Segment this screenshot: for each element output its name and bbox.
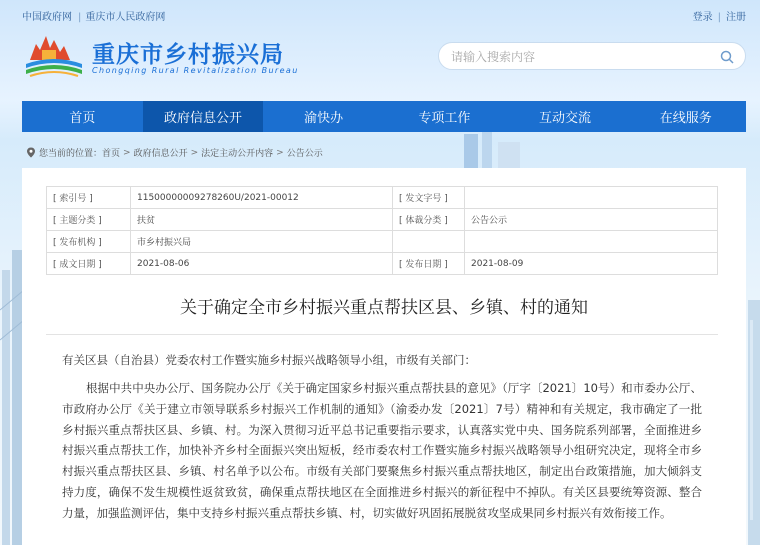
document-body: 根据中共中央办公厅、国务院办公厅《关于确定国家乡村振兴重点帮扶县的意见》（厅字〔2021〕10号）和市委办公厅、市政府办公厅《关于建立市领导联系乡村振兴工作机制的通知》（渝委办发〔2021〕7号）精神和有关规定，我市确定了一批乡村振兴重点帮扶区县、乡镇、村。为深入贯彻习近平总书记重要指示要求，认真落实党中央、国务院系列部署，全面推进乡村振兴重点帮扶工作，加快补齐乡村全面振兴突出短板，经市委农村工作暨实施乡村振兴战略领导小组研究决定，现将全市乡村振兴重点帮扶区县、乡镇、村名单予以公布。市级有关部门要聚焦乡村振兴重点帮扶地区，制定出台政策措施，加大倾斜支持力度，确保不发生规模性返贫致贫，确保重点帮扶地区在全面推进乡村振兴的新征程中不掉队。有关区县要统筹资源、整合力量，加强监测评估，集中支持乡村振兴重点帮扶乡镇、村，切实做好巩固拓展脱贫攻坚成果同乡村振兴有效衔接工作。	[62, 381, 702, 520]
user-links	[693, 8, 746, 23]
meta-value: 公告公示	[465, 209, 718, 231]
table-row	[47, 231, 718, 253]
meta-value: 市乡村振兴局	[131, 231, 393, 253]
meta-key	[393, 231, 465, 253]
document-metadata-table	[46, 186, 718, 275]
location-pin-icon	[26, 147, 36, 158]
external-links	[22, 8, 167, 23]
breadcrumb-item[interactable]: 法定主动公开内容	[201, 149, 274, 159]
table-row	[47, 187, 718, 209]
title-divider	[46, 334, 718, 335]
link-gov-cn[interactable]: 中国政府网	[22, 12, 72, 23]
site-subtitle: Chongqing Rural Revitalization Bureau	[92, 66, 299, 75]
document-salutation: 有关区县（自治县）党委农村工作暨实施乡村振兴战略领导小组，市级有关部门：	[62, 353, 476, 367]
table-row	[47, 253, 718, 275]
divider: |	[717, 12, 721, 23]
nav-interaction[interactable]: 互动交流	[539, 111, 592, 126]
breadcrumb-separator: >	[190, 147, 199, 158]
skyline-decoration-right	[746, 300, 760, 545]
breadcrumb-separator: >	[123, 147, 131, 158]
meta-key: [ 成文日期 ]	[47, 253, 131, 275]
search-box	[438, 42, 746, 70]
link-cq-gov[interactable]: 重庆市人民政府网	[85, 12, 166, 23]
tower-decoration	[458, 132, 528, 168]
nav-home[interactable]: 首页	[69, 111, 96, 126]
table-row	[47, 209, 718, 231]
meta-value: 扶贫	[131, 209, 393, 231]
meta-key: [ 主题分类 ]	[47, 209, 131, 231]
breadcrumb-item[interactable]: 政府信息公开	[133, 149, 188, 159]
meta-key: [ 体裁分类 ]	[393, 209, 465, 231]
meta-key: [ 发布日期 ]	[393, 253, 465, 275]
nav-special-work[interactable]: 专项工作	[418, 111, 471, 126]
search-input[interactable]	[451, 48, 711, 66]
meta-value	[465, 231, 718, 253]
meta-value: 2021-08-09	[465, 253, 718, 275]
breadcrumb-item[interactable]: 首页	[102, 149, 121, 159]
nav-yukuaiban[interactable]: 渝快办	[304, 111, 344, 126]
breadcrumb-item[interactable]: 公告公示	[286, 149, 323, 159]
login-link[interactable]: 登录	[692, 12, 713, 23]
meta-key: [ 发布机构 ]	[47, 231, 131, 253]
divider: |	[78, 12, 82, 23]
meta-key: [ 索引号 ]	[47, 187, 131, 209]
nav-online-service[interactable]: 在线服务	[659, 111, 712, 126]
meta-value	[465, 187, 718, 209]
nav-gov-info[interactable]: 政府信息公开	[143, 101, 264, 132]
main-nav	[22, 101, 746, 132]
skyline-decoration-left	[0, 250, 24, 545]
breadcrumb	[26, 146, 323, 159]
meta-value: 2021-08-06	[131, 253, 393, 275]
site-title[interactable]: 重庆市乡村振兴局	[92, 42, 284, 68]
breadcrumb-prefix: 您当前的位置：	[39, 149, 103, 159]
logo-emblem[interactable]	[24, 30, 86, 80]
breadcrumb-separator: >	[276, 147, 284, 158]
meta-key: [ 发文字号 ]	[393, 187, 465, 209]
search-icon[interactable]	[719, 49, 735, 65]
document-title: 关于确定全市乡村振兴重点帮扶区县、乡镇、村的通知	[180, 298, 588, 318]
register-link[interactable]: 注册	[726, 12, 746, 23]
top-utility-bar	[0, 0, 760, 28]
meta-value: 11500000009278260U/2021-00012	[131, 187, 393, 209]
